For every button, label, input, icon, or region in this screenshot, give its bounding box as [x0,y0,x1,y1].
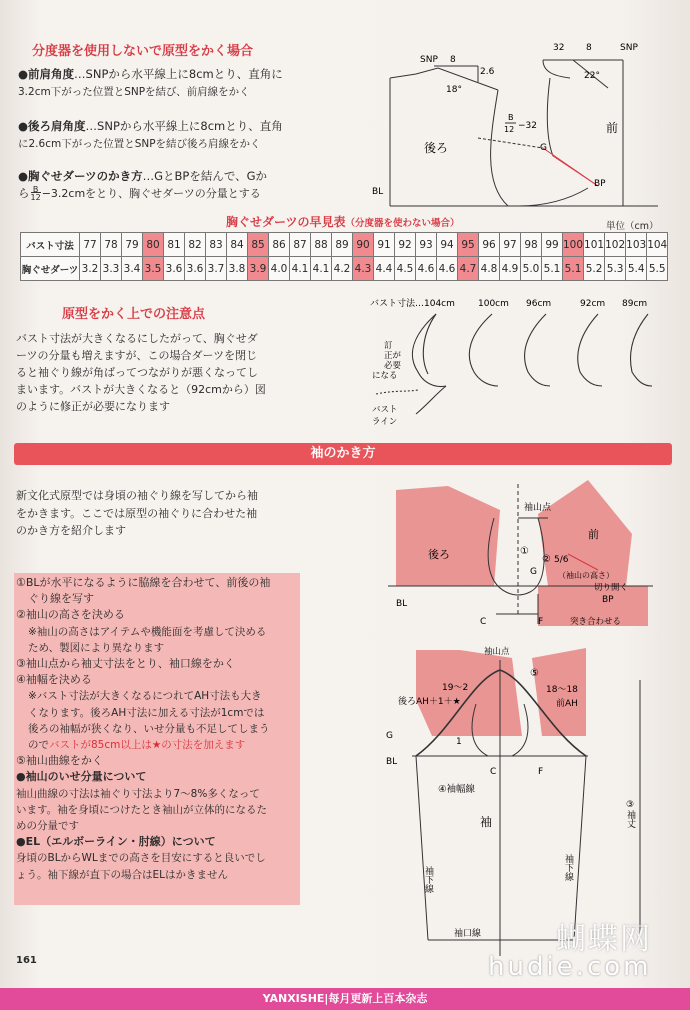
dart-cell: 3.5 [143,257,164,281]
armhole-correction-diagram [366,294,682,434]
d4-width: ④袖幅線 [438,784,476,795]
d4-ah-front: 前AH [556,699,578,709]
dart-cell: 4.6 [437,257,458,281]
dart-cell: 3.6 [164,257,185,281]
d2-v1: 訂 [384,341,393,351]
dart-cell: 5.1 [563,257,584,281]
d1-snp-left: SNP [420,55,438,65]
back-shoulder-text [18,118,318,153]
bust-cell: 80 [143,233,164,257]
bust-cell: 82 [185,233,206,257]
d4-18: 18〜18 [546,685,578,695]
d2-v3: 必要 [384,361,402,371]
d4-cuff: 袖口線 [454,929,482,939]
s2-line5: のように修正が必要になります [16,400,170,413]
el-line2: ょう。袖下線が直下の場合はELはかきません [16,868,228,881]
d3-front: 前 [588,528,599,541]
dart-cell: 3.7 [206,257,227,281]
d3-frac-note: （袖山の高さ） [558,571,614,580]
dart-cell: 4.0 [269,257,290,281]
bust-cell: 77 [80,233,101,257]
sleeve-intro3: のかき方を紹介します [16,524,126,537]
sleeve-steps [16,575,300,883]
ise-line2: います。袖を身頃につけたとき袖山が立体的になるた [16,803,267,816]
d3-back: 後ろ [428,548,450,561]
s2-line4: まいます。バストが大きくなると（92cmから）図 [16,383,266,396]
watermark-logo: 蝴蝶网 [556,922,652,957]
dart-cell: 4.5 [395,257,416,281]
sleeve-armhole-diagram [388,474,680,634]
d1-8a: 8 [450,55,456,65]
d3-bp: BP [602,595,614,605]
bust-cell: 79 [122,233,143,257]
dart-cell: 5.1 [542,257,563,281]
d4-under-r: 袖下線 [563,854,573,881]
bust-cell: 92 [395,233,416,257]
step2: ②袖山の高さを決める [16,608,125,622]
dart-cell: 4.3 [353,257,374,281]
bust-cell: 90 [353,233,374,257]
table-subtitle: （分度器を使わない場合） [345,218,460,229]
d1-g: G [540,143,547,153]
d4-length: ③袖丈 [625,800,635,828]
sleeve-steps-box [14,573,300,905]
table-unit: 単位（cm） [606,221,659,232]
d3-frac: 5/6 [554,555,569,565]
dart-cell: 4.2 [332,257,353,281]
dart-line2a: ら [18,186,30,200]
ise-heading: ●袖山のいせ分量について [16,770,147,784]
d2-v4: になる [372,371,398,381]
dart-cell: 5.5 [647,257,668,281]
step2-note2: ため、製図により異なります [28,641,165,654]
table-title [226,213,460,230]
bust-cell: 100 [563,233,584,257]
footer-banner: YANXISHE|每月更新上百本杂志 [0,988,690,1010]
bust-cell: 83 [206,233,227,257]
d2-c96: 96cm [526,299,552,309]
d2-v2: 正が [384,351,402,361]
dart-cell: 4.6 [416,257,437,281]
dart-cell: 3.4 [122,257,143,281]
dart-cell: 4.4 [374,257,395,281]
front-armhole [547,78,553,156]
bodice-draft-diagram [358,38,676,218]
dart-cell: 5.4 [626,257,647,281]
bust-cell: 94 [437,233,458,257]
d1-frac-den: 12 [504,125,515,134]
s2-line1: バスト寸法が大きくなるにしたがって、胸ぐせダ [16,332,258,345]
step3: ③袖山点から袖丈寸法をとり、袖口線をかく [16,657,235,671]
step4-note4 [16,737,300,753]
d1-frac-num: B [508,113,514,122]
d3-tsuki: 突き合わせる [570,617,622,627]
bust-cell: 86 [269,233,290,257]
s2-line3: ると袖ぐり線が角ばってつながりが悪くなってし [16,366,258,379]
dart-cell: 4.8 [479,257,500,281]
d1-front: 前 [606,121,619,135]
step4-note3: 後ろの袖幅が狭くなり、いせ分量も不足してしまう [28,722,270,735]
dart-line1: …GとBPを結んで、Gか [142,169,267,183]
d2-c92: 92cm [580,299,606,309]
d1-26: 2.6 [480,67,495,77]
el-heading: ●EL（エルボーライン・肘線）について [16,835,216,849]
d2-c100: 100cm [478,299,509,309]
bust-cell: 95 [458,233,479,257]
d4-bl: BL [386,757,398,767]
dart-cell: 4.1 [290,257,311,281]
dart-line2b: −3.2cmをとり、胸ぐせダーツの分量とする [41,187,261,200]
back-shoulder-label: ●後ろ肩角度 [18,119,86,133]
d1-bp: BP [594,179,606,189]
d4-one: 1 [456,737,462,747]
bust-cell: 84 [227,233,248,257]
dart-cell: 5.3 [605,257,626,281]
front-shoulder-label: ●前肩角度 [18,67,75,81]
d4-ah-back: 後ろAH＋1＋★ [398,697,461,707]
dart-text [18,168,318,202]
step4-note4a: ので [28,739,49,752]
bust-cell: 96 [479,233,500,257]
bust-cell: 91 [374,233,395,257]
d2-bust-label: バスト寸法…104cm [370,299,455,309]
d1-back: 後ろ [424,141,449,155]
sleeve-intro1: 新文化式原型では身頃の袖ぐり線を写してから袖 [16,489,258,502]
step1a: ①BLが水平になるように脇線を合わせて、前後の袖 [16,576,271,589]
page-number: 161 [16,955,37,966]
sleeve-intro [16,487,316,540]
front-shoulder-line1: …SNPから水平線上に8cmとり、直角に [74,67,283,81]
d3-sodeyama: 袖山点 [524,503,552,513]
dart-cell: 5.2 [584,257,605,281]
d4-c5: ⑤ [530,668,539,679]
el-line1: 身頃のBLからWLまでの高さを目安にすると良いでし [16,852,266,865]
d1-8b: 8 [586,43,592,53]
table-row1-label: バスト寸法 [21,233,80,257]
bust-cell: 103 [626,233,647,257]
section2-body [16,330,316,415]
watermark-url: hudie.com [488,952,652,982]
step5: ⑤袖山曲線をかく [16,754,103,768]
bust-cell: 89 [332,233,353,257]
d3-kiri: 切り開く [594,583,629,593]
sleeve-intro2: をかきます。ここでは原型の袖ぐりに合わせた袖 [16,506,258,520]
bust-cell: 98 [521,233,542,257]
d1-frac-tail: −32 [518,121,537,131]
d3-c1: ① [520,546,529,557]
back-armhole [491,90,508,206]
table-title-main: 胸ぐせダーツの早見表 [226,215,346,229]
ise-line3: めの分量です [16,820,79,833]
bust-cell: 81 [164,233,185,257]
back-shoulder-line1: …SNPから水平線上に8cmとり、直角 [85,119,283,133]
step4: ④袖幅を決める [16,673,92,687]
step4-note2: くなります。後ろAH寸法に加える寸法が1cmでは [28,706,265,719]
back-shoulder-line2: に2.6cm下がった位置とSNPを結び後ろ肩線をかく [18,138,261,150]
bust-cell: 99 [542,233,563,257]
dart-cell: 5.0 [521,257,542,281]
step4-note1: ※バスト寸法が大きくなるにつれてAH寸法も大き [28,690,262,703]
d2-bust1: バスト [372,405,398,415]
d4-19: 19〜2 [442,683,469,693]
d4-g: G [386,731,393,741]
d1-22: 22° [584,71,600,81]
step4-note4b: バストが85cm以上は★の寸法を加えます [49,739,246,752]
section2-title: 原型をかく上での注意点 [62,307,206,322]
d3-g: G [530,567,537,577]
dart-cell: 4.9 [500,257,521,281]
step2-note1: ※袖山の高さはアイテムや機能面を考慮して決める [28,625,267,638]
d4-top: 袖山点 [484,647,510,657]
bust-cell: 85 [248,233,269,257]
bust-cell: 78 [101,233,122,257]
front-shoulder-text [18,66,318,101]
section1-title: 分度器を使用しないで原型をかく場合 [32,44,254,59]
dart-quick-table [20,232,668,281]
dart-cell: 3.3 [101,257,122,281]
bust-cell: 87 [290,233,311,257]
d1-32: 32 [553,43,565,53]
d1-bl: BL [372,187,384,197]
d3-bl: BL [396,599,408,609]
bust-cell: 93 [416,233,437,257]
d1-snp-right: SNP [620,43,638,53]
d2-bust2: ライン [372,417,398,427]
dart-cell: 3.2 [80,257,101,281]
dart-label: ●胸ぐせダーツのかき方 [18,169,143,183]
dart-frac-den: 12 [30,192,41,202]
d3-c2: ② [542,554,551,565]
bust-cell: 97 [500,233,521,257]
d1-18: 18° [446,85,462,95]
bust-cell: 101 [584,233,605,257]
dart-cell: 3.8 [227,257,248,281]
table-row2-label: 胸ぐせダーツ [21,257,80,281]
dart-cell: 3.9 [248,257,269,281]
d4-c: C [490,767,497,777]
ise-line1: 袖山曲線の寸法は袖ぐり寸法より7〜8%多くなって [16,787,260,800]
dart-frac-num: B [32,184,39,194]
sleeve-section-bar: 袖のかき方 [14,443,672,465]
front-shoulder-line2: 3.2cm下がった位置とSNPを結び、前肩線をかく [18,86,250,98]
d2-c89: 89cm [622,299,648,309]
dart-cell: 4.7 [458,257,479,281]
d3-c: C [480,617,487,627]
d4-under-l: 袖下線 [423,866,433,893]
d3-f: F [538,617,544,627]
bust-cell: 88 [311,233,332,257]
dart-cell: 3.6 [185,257,206,281]
bust-cell: 104 [647,233,668,257]
dart-cell: 4.1 [311,257,332,281]
d4-f: F [538,767,544,777]
s2-line2: ーツの分量も増えますが、この場合ダーツを閉じ [16,349,258,362]
d4-sleeve: 袖 [480,815,493,829]
bust-cell: 102 [605,233,626,257]
step1b: ぐり線を写す [28,592,94,606]
